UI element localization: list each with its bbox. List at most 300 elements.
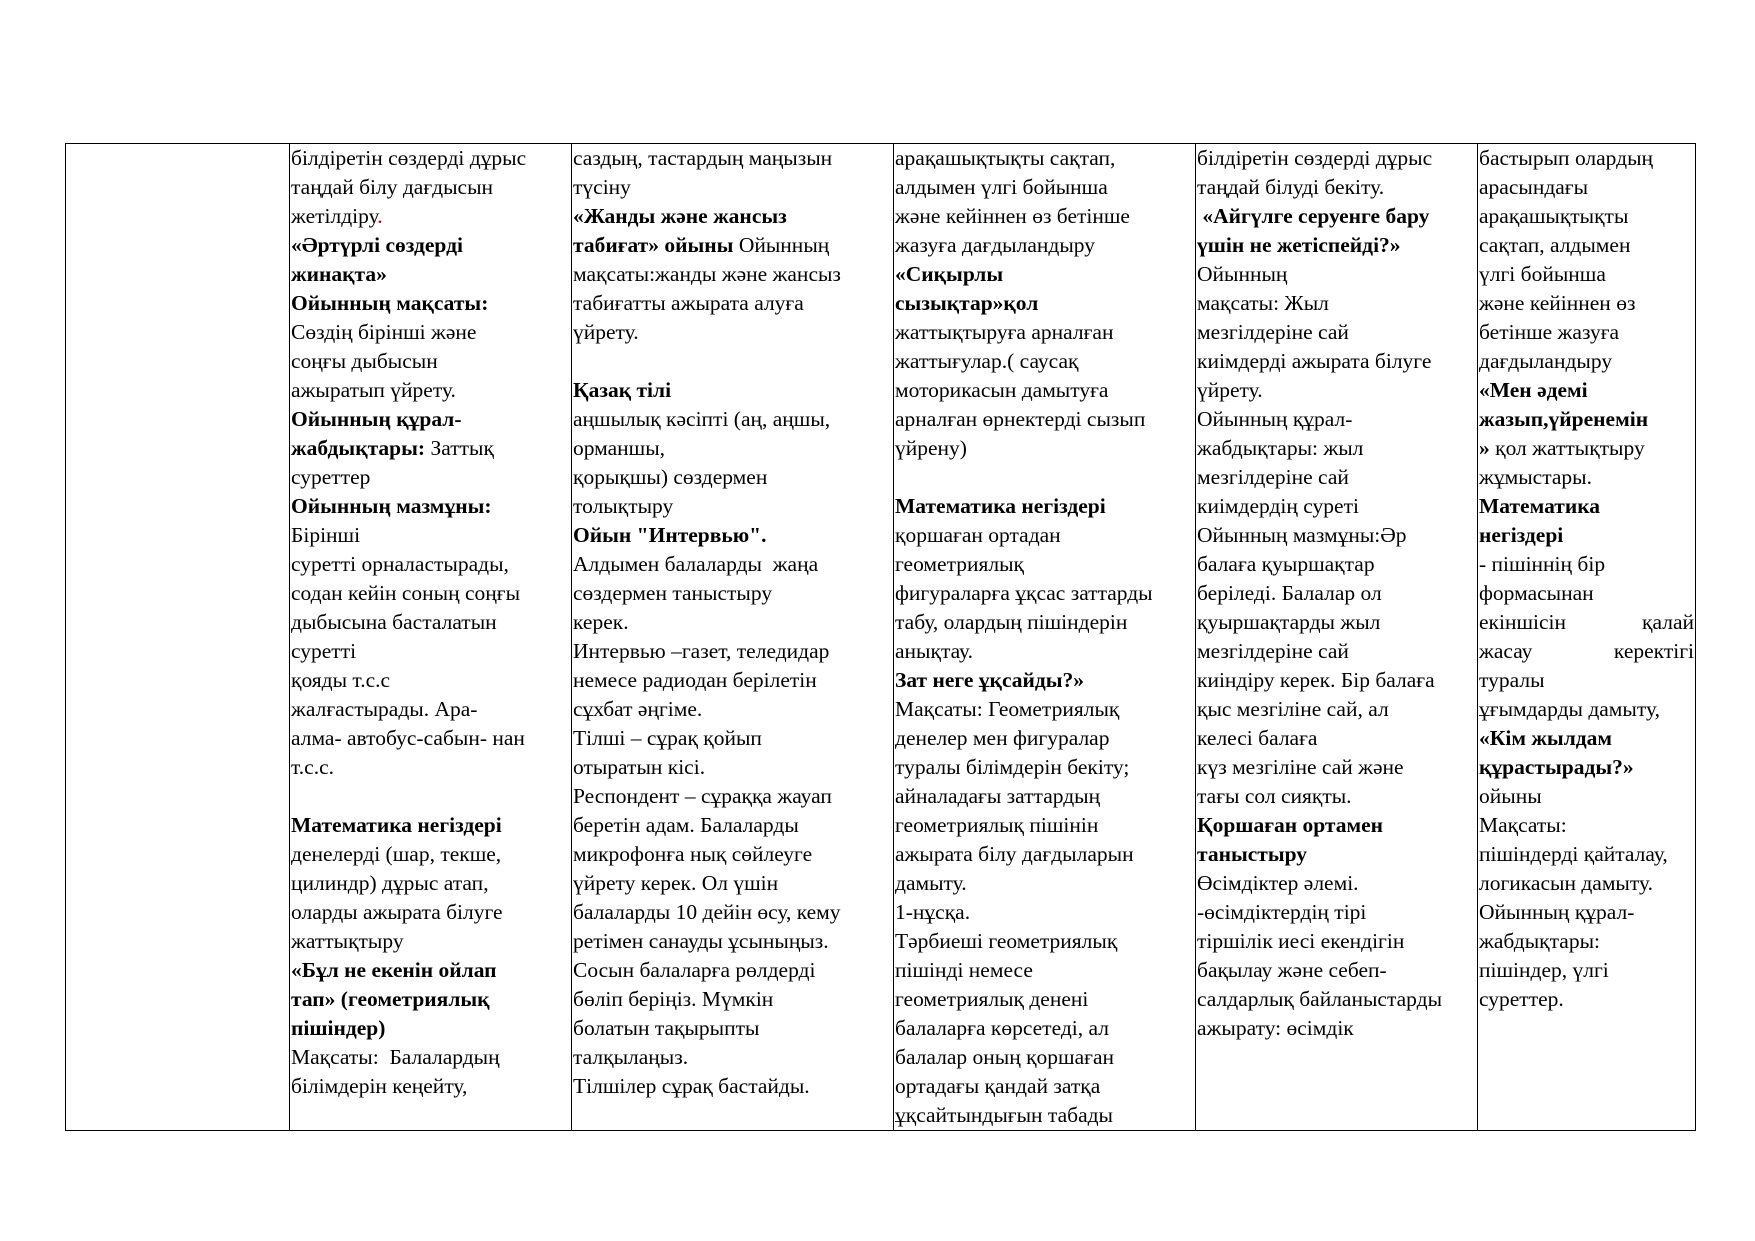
text-run: білімдерін кеңейту, — [291, 1074, 468, 1098]
text-line — [895, 144, 1194, 173]
text-run: түсіну — [573, 175, 631, 199]
text-line — [291, 521, 570, 550]
text-run: туралы білімдерін бекіту; — [895, 755, 1130, 779]
text-line — [573, 1014, 892, 1043]
text-run: Қоршаған ортамен — [1197, 813, 1384, 837]
text-run: отыратын кісі. — [573, 755, 706, 779]
text-run: жабдықтары: жыл — [1197, 436, 1364, 460]
text-run: сұхбат әңгіме. — [573, 697, 703, 721]
text-line — [1197, 289, 1476, 318]
text-run: Ойынның — [733, 233, 830, 257]
text-run: ажыратып үйрету. — [291, 378, 456, 402]
text-line — [1479, 898, 1694, 927]
text-run: киімдерді ажырата білуге — [1197, 349, 1432, 373]
text-run: «Айгүлге серуенге бару — [1197, 204, 1430, 228]
text-run: Тәрбиеші геометриялық — [895, 929, 1118, 953]
text-run: үшін не жетіспейді?» — [1197, 233, 1401, 257]
text-run: Заттық — [425, 436, 494, 460]
text-line — [1479, 840, 1694, 869]
text-run: Ойынның мақсаты: — [291, 291, 489, 315]
text-run: немесе радиодан берілетін — [573, 668, 817, 692]
text-line — [1197, 144, 1476, 173]
lesson-plan-table — [65, 143, 1696, 1131]
text-run: үйрету керек. Ол үшін — [573, 871, 779, 895]
text-run: алма- автобус-сабын- нан — [291, 726, 525, 750]
text-run: «Әртүрлі сөздерді — [291, 233, 463, 257]
text-run: геометриялық пішінін — [895, 813, 1099, 837]
text-run: салдарлық байланыстарды — [1197, 987, 1443, 1011]
text-run — [573, 349, 578, 373]
text-run: Интервью –газет, теледидар — [573, 639, 830, 663]
text-run: сақтап, алдымен — [1479, 233, 1631, 257]
text-run: негіздері — [1479, 523, 1564, 547]
text-run: фигураларға ұқсас заттарды — [895, 581, 1153, 605]
text-line — [895, 231, 1194, 260]
text-line — [895, 434, 1194, 463]
text-run: балаларға көрсетеді, ал — [895, 1016, 1109, 1040]
text-line — [573, 753, 892, 782]
text-run: аңшылық кәсіпті (аң, аңшы, — [573, 407, 831, 431]
text-run: беріледі. Балалар ол — [1197, 581, 1382, 605]
text-run: формасынан — [1479, 581, 1594, 605]
text-run: пішіндер, үлгі — [1479, 958, 1609, 982]
text-run: саздың, тастардың маңызын — [573, 146, 833, 170]
text-line — [291, 927, 570, 956]
text-run: жабдықтары: — [291, 436, 426, 460]
text-line — [1197, 840, 1476, 869]
text-line — [1479, 956, 1694, 985]
text-line — [291, 869, 570, 898]
text-run: «Бұл не екенін ойлап — [291, 958, 497, 982]
text-run: және кейіннен өз бетінше — [895, 204, 1130, 228]
text-run: жинақта» — [291, 262, 387, 286]
text-line — [573, 289, 892, 318]
text-run: дыбысына басталатын — [291, 610, 497, 634]
text-line — [573, 579, 892, 608]
text-run: Ойынның құрал- — [291, 407, 462, 431]
text-line — [573, 1043, 892, 1072]
table-cell-col-4 — [1196, 144, 1478, 1131]
text-line — [1197, 637, 1476, 666]
text-line — [895, 927, 1194, 956]
text-line — [1479, 347, 1694, 376]
text-run: қол жаттықтыру — [1489, 436, 1645, 460]
text-run: жалғастырады. Ара- — [291, 697, 478, 721]
text-run: сызықтар»қол — [895, 291, 1039, 315]
text-line — [1197, 376, 1476, 405]
text-line — [573, 927, 892, 956]
text-run: мақсаты: Жыл — [1197, 291, 1329, 315]
text-run: дамыту. — [895, 871, 967, 895]
text-line — [291, 318, 570, 347]
text-line — [1479, 927, 1694, 956]
text-run: жазып,үйренемін — [1479, 407, 1649, 431]
text-run: анықтау. — [895, 639, 974, 663]
text-line — [573, 637, 892, 666]
text-run: Тілшілер сұрақ бастайды. — [573, 1074, 810, 1098]
text-line — [291, 1043, 570, 1072]
text-run: жаттықтыру — [291, 929, 404, 953]
text-line — [895, 1072, 1194, 1101]
text-line — [291, 492, 570, 521]
text-run: суреттер — [291, 465, 371, 489]
text-line — [291, 376, 570, 405]
text-line — [895, 376, 1194, 405]
text-line — [895, 173, 1194, 202]
text-run: Сосын балаларға рөлдерді — [573, 958, 816, 982]
text-line — [895, 695, 1194, 724]
text-line — [573, 434, 892, 463]
text-run: және кейіннен өз — [1479, 291, 1636, 315]
text-line — [573, 782, 892, 811]
text-line — [1479, 811, 1694, 840]
text-run: қуыршақтарды жыл — [1197, 610, 1381, 634]
text-run: жасау керектігі — [1479, 639, 1694, 663]
text-line — [573, 318, 892, 347]
text-line — [573, 956, 892, 985]
text-line — [895, 318, 1194, 347]
text-line — [1197, 927, 1476, 956]
text-line — [895, 1014, 1194, 1043]
text-run: толықтыру — [573, 494, 674, 518]
text-line — [291, 782, 570, 811]
text-run — [895, 465, 900, 489]
text-run: үйрену) — [895, 436, 967, 460]
text-line — [895, 579, 1194, 608]
text-line — [895, 782, 1194, 811]
text-run: ажырату: өсімдік — [1197, 1016, 1354, 1040]
text-run: Қазақ тілі — [573, 378, 672, 402]
text-run: қыс мезгіліне сай, ал — [1197, 697, 1389, 721]
text-run: балалар оның қоршаған — [895, 1045, 1115, 1069]
text-run: логикасын дамыту. — [1479, 871, 1653, 895]
text-run: Математика — [1479, 494, 1601, 518]
text-line — [1479, 637, 1694, 666]
text-line — [1479, 985, 1694, 1014]
text-line — [1197, 463, 1476, 492]
text-line — [1479, 173, 1694, 202]
text-run: мезгілдеріне сай — [1197, 320, 1349, 344]
text-run: мезгілдеріне сай — [1197, 465, 1349, 489]
text-run: табиғат» ойыны — [573, 233, 734, 257]
text-run: беретін адам. Балаларды — [573, 813, 799, 837]
text-line — [1479, 666, 1694, 695]
text-run: пішінді немесе — [895, 958, 1033, 982]
text-run: Ойынның — [1197, 262, 1288, 286]
table-row — [66, 144, 1696, 1131]
text-run: киіндіру керек. Бір балаға — [1197, 668, 1435, 692]
text-run: суреттер. — [1479, 987, 1564, 1011]
text-run: пішіндерді қайталау, — [1479, 842, 1668, 866]
text-line — [573, 724, 892, 753]
text-run: тіршілік иесі екендігін — [1197, 929, 1405, 953]
text-line — [291, 695, 570, 724]
text-run: талқылаңыз. — [573, 1045, 689, 1069]
text-run: Ойынның құрал- — [1197, 407, 1353, 431]
text-line — [895, 463, 1194, 492]
text-line — [1479, 869, 1694, 898]
text-run: ұғымдарды дамыту, — [1479, 697, 1660, 721]
text-line — [291, 753, 570, 782]
text-line — [1197, 811, 1476, 840]
table-cell-col-3 — [894, 144, 1196, 1131]
text-run: керек. — [573, 610, 629, 634]
text-line — [1197, 231, 1476, 260]
text-line — [291, 1072, 570, 1101]
text-line — [1479, 695, 1694, 724]
text-line — [1479, 289, 1694, 318]
text-line — [1479, 318, 1694, 347]
text-run: мақсаты:жанды және жансыз — [573, 262, 841, 286]
text-run: Мақсаты: Балалардың — [291, 1045, 500, 1069]
text-run: дағдыландыру — [1479, 349, 1613, 373]
text-line — [895, 811, 1194, 840]
text-line — [291, 637, 570, 666]
text-run: таңдай білуді бекіту. — [1197, 175, 1385, 199]
text-run: Ойынның мазмұны: — [291, 494, 492, 518]
text-run: цилиндр) дұрыс атап, — [291, 871, 489, 895]
text-run: жазуға дағдыландыру — [895, 233, 1095, 257]
text-run: арақашықтықты — [1479, 204, 1629, 228]
text-run: Математика негіздері — [291, 813, 502, 837]
text-run: пішіндер) — [291, 1016, 386, 1040]
text-line — [291, 724, 570, 753]
text-line — [1197, 956, 1476, 985]
text-line — [1197, 695, 1476, 724]
text-run: табу, олардың пішіндерін — [895, 610, 1128, 634]
text-line — [1197, 202, 1476, 231]
text-run: денелерді (шар, текше, — [291, 842, 502, 866]
text-line — [573, 869, 892, 898]
text-line — [895, 840, 1194, 869]
text-run: Сөздің бірінші және — [291, 320, 477, 344]
text-run: «Сиқырлы — [895, 262, 1004, 286]
text-line — [573, 811, 892, 840]
text-line — [291, 173, 570, 202]
text-line — [573, 1072, 892, 1101]
text-line — [1479, 550, 1694, 579]
text-line — [895, 724, 1194, 753]
text-line — [1197, 782, 1476, 811]
text-run: қорықшы) сөздермен — [573, 465, 768, 489]
text-line — [1479, 463, 1694, 492]
text-run: ретімен санауды ұсыныңыз. — [573, 929, 829, 953]
text-line — [895, 985, 1194, 1014]
text-line — [573, 202, 892, 231]
text-run: келесі балаға — [1197, 726, 1318, 750]
text-run: білдіретін сөздерді дұрыс — [291, 146, 527, 170]
text-run: бақылау және себеп- — [1197, 958, 1387, 982]
text-run: Мақсаты: — [1479, 813, 1567, 837]
text-run: Математика негіздері — [895, 494, 1106, 518]
text-line — [1479, 521, 1694, 550]
text-line — [573, 666, 892, 695]
text-run: ортадағы қандай затқа — [895, 1074, 1101, 1098]
text-line — [1197, 434, 1476, 463]
text-line — [573, 985, 892, 1014]
text-line — [291, 811, 570, 840]
text-line — [1479, 782, 1694, 811]
text-line — [1197, 608, 1476, 637]
text-run: үлгі бойынша — [1479, 262, 1606, 286]
text-line — [895, 1101, 1194, 1130]
text-line — [895, 637, 1194, 666]
text-line — [1197, 724, 1476, 753]
text-line — [291, 666, 570, 695]
text-run: арақашықтықты сақтап, — [895, 146, 1116, 170]
text-run: Респондент – сұраққа жауап — [573, 784, 832, 808]
text-line — [1479, 376, 1694, 405]
text-line — [1479, 753, 1694, 782]
text-run: » — [1479, 436, 1490, 460]
table-cell-col-1 — [290, 144, 572, 1131]
text-run — [291, 784, 296, 808]
text-line — [291, 985, 570, 1014]
text-run: бөліп беріңіз. Мүмкін — [573, 987, 774, 1011]
text-run: жетілдіру — [291, 204, 378, 228]
text-run: жұмыстары. — [1479, 465, 1592, 489]
text-run: айналадағы заттардың — [895, 784, 1101, 808]
text-run: болатын тақырыпты — [573, 1016, 760, 1040]
text-line — [1479, 724, 1694, 753]
text-line — [895, 289, 1194, 318]
text-run: сөздермен таныстыру — [573, 581, 773, 605]
text-run: табиғатты ажырата алуға — [573, 291, 804, 315]
text-line — [895, 202, 1194, 231]
text-run: таңдай білу дағдысын — [291, 175, 494, 199]
text-run: суретті орналастырады, — [291, 552, 509, 576]
text-line — [291, 579, 570, 608]
text-line — [895, 347, 1194, 376]
text-line — [1197, 173, 1476, 202]
text-line — [1197, 898, 1476, 927]
text-run: орманшы, — [573, 436, 666, 460]
text-run: Ойынның мазмұны:Әр — [1197, 523, 1407, 547]
text-run: геометриялық — [895, 552, 1024, 576]
text-line — [1197, 579, 1476, 608]
text-line — [895, 521, 1194, 550]
text-run: - пішіннің бір — [1479, 552, 1606, 576]
text-run: жаттығулар.( саусақ — [895, 349, 1079, 373]
text-run: суретті — [291, 639, 357, 663]
text-line — [895, 550, 1194, 579]
text-run: Тілші – сұрақ қойып — [573, 726, 762, 750]
text-line — [573, 463, 892, 492]
text-run: -өсімдіктердің тірі — [1197, 900, 1367, 924]
text-line — [1479, 231, 1694, 260]
text-run: Өсімдіктер әлемі. — [1197, 871, 1359, 895]
text-line — [895, 1043, 1194, 1072]
text-line — [1479, 434, 1694, 463]
text-line — [573, 695, 892, 724]
text-line — [291, 260, 570, 289]
text-run: үйрету. — [573, 320, 639, 344]
text-line — [291, 434, 570, 463]
text-line — [1197, 869, 1476, 898]
text-run: бетінше жазуға — [1479, 320, 1620, 344]
text-line — [291, 898, 570, 927]
text-run: денелер мен фигуралар — [895, 726, 1110, 750]
text-line — [1479, 608, 1694, 637]
text-line — [291, 347, 570, 376]
text-run: микрофонға нық сөйлеуге — [573, 842, 813, 866]
text-line — [1197, 1014, 1476, 1043]
text-run: екіншісін қалай — [1479, 610, 1694, 634]
text-line — [1197, 347, 1476, 376]
text-line — [1479, 144, 1694, 173]
text-line — [1479, 202, 1694, 231]
text-run: балаларды 10 дейін өсу, кему — [573, 900, 841, 924]
text-run: үйрету. — [1197, 378, 1263, 402]
text-run: тап» (геометриялық — [291, 987, 490, 1011]
text-run: Ойын "Интервью". — [573, 523, 767, 547]
text-run: балаға қуыршақтар — [1197, 552, 1375, 576]
text-line — [573, 405, 892, 434]
text-line — [1479, 579, 1694, 608]
text-run: соңғы дыбысын — [291, 349, 438, 373]
text-line — [1197, 521, 1476, 550]
text-line — [895, 405, 1194, 434]
text-line — [573, 144, 892, 173]
text-run: алдымен үлгі бойынша — [895, 175, 1108, 199]
text-line — [895, 608, 1194, 637]
text-line — [1197, 666, 1476, 695]
text-line — [1479, 405, 1694, 434]
text-line — [291, 231, 570, 260]
text-run: арасындағы — [1479, 175, 1589, 199]
text-run: «Кім жылдам — [1479, 726, 1613, 750]
text-line — [895, 260, 1194, 289]
text-line — [573, 840, 892, 869]
text-line — [1197, 985, 1476, 1014]
text-line — [291, 405, 570, 434]
text-run: т.с.с. — [291, 755, 334, 779]
text-run: ойыны — [1479, 784, 1542, 808]
text-run: геометриялық денені — [895, 987, 1089, 1011]
text-line — [291, 144, 570, 173]
text-line — [1197, 550, 1476, 579]
table-cell-col-0 — [66, 144, 290, 1131]
text-run: туралы — [1479, 668, 1545, 692]
text-line — [895, 869, 1194, 898]
table-cell-col-2 — [572, 144, 894, 1131]
text-run: жаттықтыруға арналған — [895, 320, 1114, 344]
text-run: мезгілдеріне сай — [1197, 639, 1349, 663]
text-run: 1-нұсқа. — [895, 900, 971, 924]
text-run: Бірінші — [291, 523, 361, 547]
text-line — [573, 376, 892, 405]
text-line — [1479, 492, 1694, 521]
text-run: Ойынның құрал- — [1479, 900, 1635, 924]
red-punctuation: . — [377, 204, 383, 228]
text-line — [1197, 405, 1476, 434]
text-line — [895, 956, 1194, 985]
text-run: таныстыру — [1197, 842, 1308, 866]
text-line — [291, 550, 570, 579]
text-line — [291, 463, 570, 492]
text-line — [895, 898, 1194, 927]
text-line — [1197, 318, 1476, 347]
text-line — [1479, 260, 1694, 289]
text-line — [291, 956, 570, 985]
text-line — [573, 492, 892, 521]
text-line — [573, 347, 892, 376]
table-cell-col-5 — [1478, 144, 1696, 1131]
text-run: тағы сол сияқты. — [1197, 784, 1352, 808]
text-run: моторикасын дамытуға — [895, 378, 1109, 402]
text-line — [291, 840, 570, 869]
text-line — [573, 231, 892, 260]
